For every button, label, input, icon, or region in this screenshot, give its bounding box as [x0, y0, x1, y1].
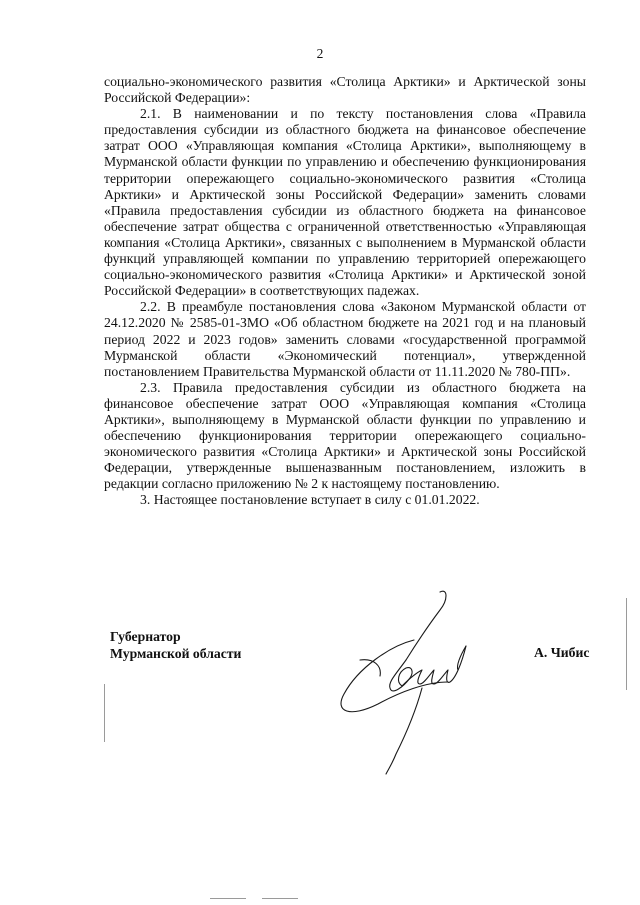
signatory-position: [110, 628, 241, 662]
position-line-2: Мурманской области: [110, 646, 242, 661]
paragraph-2-3: 2.3. Правила предоставления субсидии из областного бюджета на финансовое обеспечение затрат ООО «Управляющая компания «Столица Арктики», выполняющему в Мурманской области функции по управлению и обеспечению функционирования территории опережающего социально-экономического развития «Столица Арктики» и Арктической зоны Российской Федерации, утвержденные вышеназванным постановлением, изложить в редакции согласно приложению № 2 к настоящему постановлению.: [104, 379, 586, 492]
paragraph-continuation: социально-экономического развития «Столица Арктики» и Арктической зоны Российской Федерации»:: [104, 74, 586, 106]
scan-mark-bottom-2: [262, 898, 298, 899]
handwritten-signature: [330, 586, 500, 776]
scan-mark-right: [626, 598, 627, 690]
page-number: 2: [316, 46, 324, 61]
document-body: [104, 74, 586, 509]
signatory-name: А. Чибис: [534, 645, 590, 660]
scan-mark-left: [104, 684, 105, 742]
paragraph-2-2: 2.2. В преамбуле постановления слова «Законом Мурманской области от 24.12.2020 № 2585-01-ЗМО «Об областном бюджете на 2021 год и на плановый период 2022 и 2023 годов» заменить словами «государственной программой Мурманской области «Экономический потенциал», утвержденной постановлением Правительства Мурманской области от 11.11.2020 № 780-ПП».: [104, 299, 586, 379]
scan-mark-bottom-1: [210, 898, 246, 899]
paragraph-3: 3. Настоящее постановление вступает в силу с 01.01.2022.: [140, 492, 480, 508]
position-line-1: Губернатор: [110, 629, 181, 644]
paragraph-2-1: 2.1. В наименовании и по тексту постановления слова «Правила предоставления субсидии из областного бюджета на финансовое обеспечение затрат ООО «Управляющая компания «Столица Арктики», выполняющему в Мурманской области функции по управлению и обеспечению функционирования территории опережающего социально-экономического развития «Столица Арктики» и Арктической зоны Российской Федерации» заменить словами «Правила предоставления субсидии из областного бюджета на финансовое обеспечение затрат общества с ограниченной ответственностью «Управляющая компания «Столица Арктики», связанных с выполнением в Мурманской области функций управляющей компании по управлению территорией опережающего социально-экономического развития «Столица Арктики» и Арктической зоной Российской Федерации» в соответствующих падежах.: [104, 106, 586, 299]
